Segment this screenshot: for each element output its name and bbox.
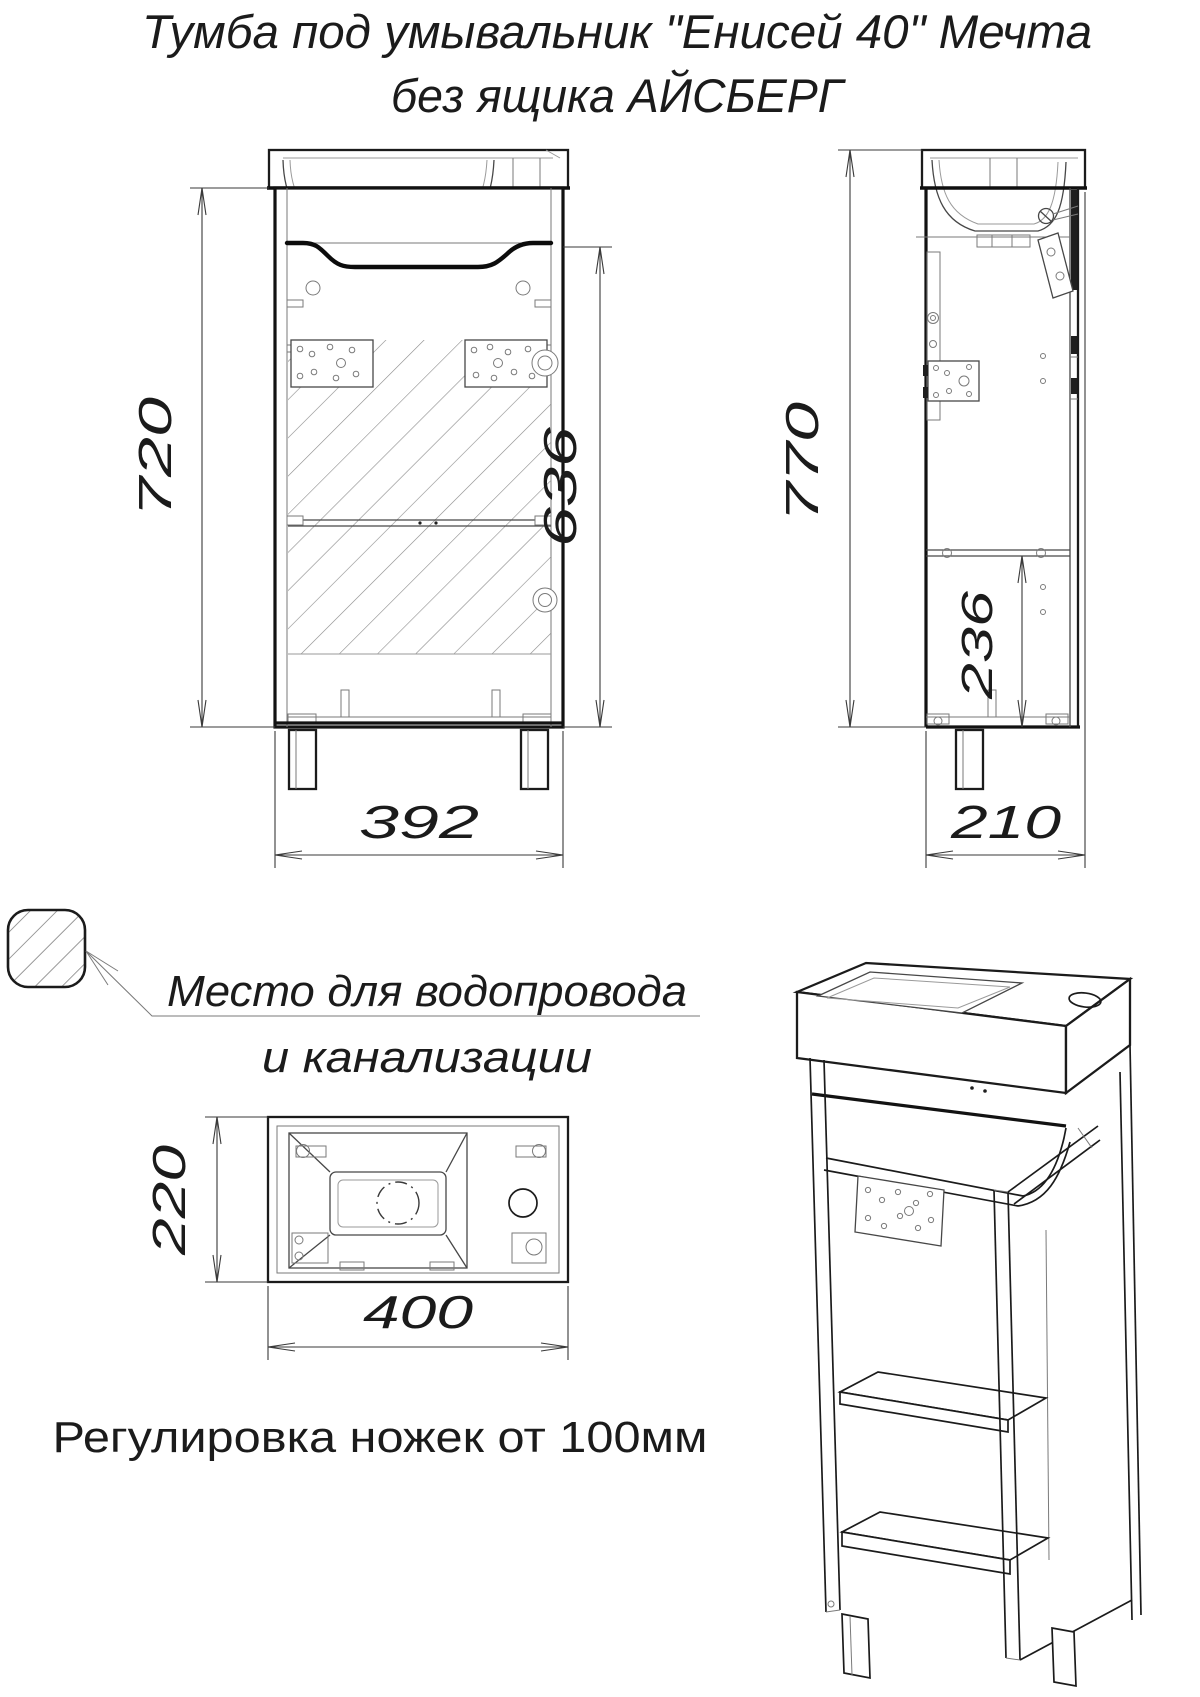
side-shelf-dim-label: 236 [953, 625, 1002, 699]
iso-view [797, 963, 1141, 1686]
front-width-dim-label: 392 [359, 796, 479, 848]
side-mounting-plate [923, 361, 979, 401]
side-depth-dim-label: 210 [949, 796, 1062, 848]
top-depth-dim-label: 220 [143, 1178, 195, 1255]
side-leg [956, 730, 983, 789]
iso-back-leg [1052, 1628, 1076, 1686]
front-sink-slab [269, 150, 568, 188]
top-view [143, 1117, 568, 1360]
front-view [129, 150, 612, 868]
side-diagonal-bracket [1038, 233, 1073, 298]
front-height-dimension [129, 188, 275, 727]
side-sink-slab [922, 150, 1085, 188]
hatch-legend-icon [8, 910, 85, 987]
iso-front-leg [842, 1614, 870, 1678]
side-view [776, 150, 1087, 868]
front-width-dimension [275, 731, 563, 868]
iso-middle-shelf [840, 1372, 1046, 1432]
legend-text-line-2: и канализации [262, 1033, 592, 1082]
legend [8, 910, 700, 1082]
legend-text-line-1: Место для водопровода [167, 967, 687, 1016]
front-right-leg [521, 730, 548, 789]
iso-open-door [994, 1045, 1141, 1660]
drawing-title [142, 5, 1092, 122]
side-shelf-dimension [953, 556, 1026, 727]
top-width-dimension [268, 1286, 568, 1360]
front-height-dim-label: 720 [129, 440, 181, 517]
iso-mounting-bracket [855, 1176, 944, 1246]
side-height-dim-label: 770 [776, 445, 828, 522]
top-depth-dimension [143, 1117, 268, 1282]
front-left-mounting-plate [291, 340, 373, 387]
front-left-leg [289, 730, 316, 789]
top-width-dim-label: 400 [363, 1286, 474, 1338]
iso-sink-slab [797, 963, 1130, 1093]
front-door-height-dim-label: 636 [534, 470, 586, 547]
title-line-1: Тумба под умывальник "Енисей 40" Мечта [142, 5, 1092, 58]
title-line-2: без ящика АЙСБЕРГ [391, 69, 847, 122]
top-view-outline [268, 1117, 568, 1282]
legs-adjustment-note: Регулировка ножек от 100мм [52, 1413, 708, 1462]
side-height-dimension [776, 150, 926, 727]
